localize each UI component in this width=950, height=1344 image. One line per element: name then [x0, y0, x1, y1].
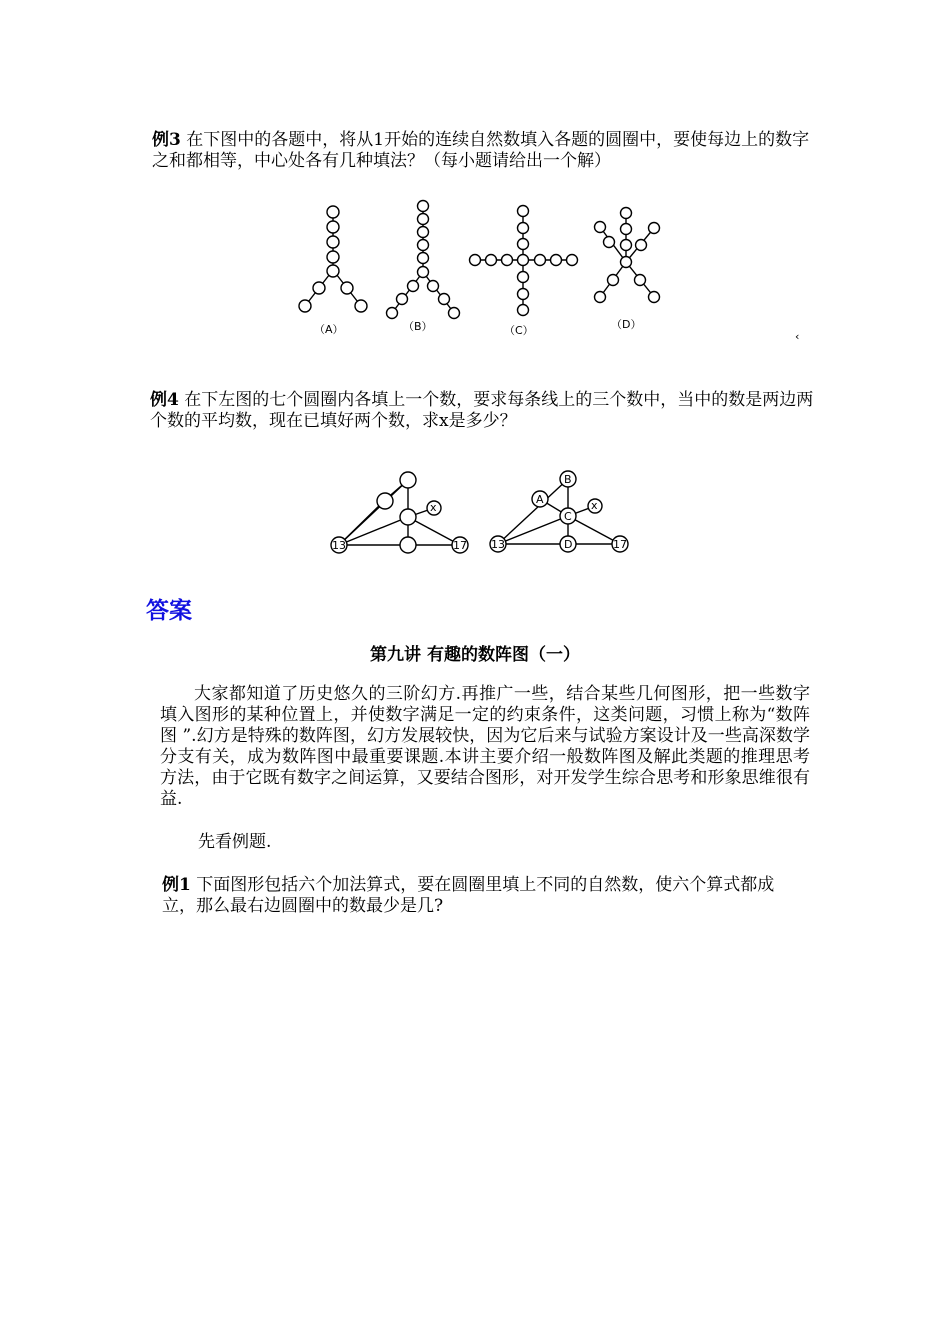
example-4-text: 在下左图的七个圆圈内各填上一个数，要求每条线上的三个数中，当中的数是两边两个数的平均数，现在已填好两个数，求x是多少？: [150, 390, 814, 431]
figure-c: [470, 206, 578, 338]
ex4-right-a: A: [536, 493, 544, 506]
ex4-right-17: 17: [613, 538, 627, 551]
example-1: [162, 875, 802, 917]
stray-mark: ‹: [795, 330, 800, 343]
example-3-label: 例3: [152, 130, 181, 150]
ex4-left-17: 17: [453, 539, 467, 552]
ex4-right-d: D: [564, 538, 573, 551]
figure-b: [387, 201, 460, 334]
ex4-left-13: 13: [332, 539, 346, 552]
ex4-right-figure: [490, 471, 628, 552]
example-3-text: 在下图中的各题中，将从1开始的连续自然数填入各题的圆圈中，要使每边上的数字之和都相等，中心处各有几种填法？（每小题请给出一个解）: [152, 130, 810, 171]
figure-a-label: （A）: [314, 323, 344, 336]
figure-c-label: （C）: [504, 324, 534, 337]
lecture-title: 第九讲 有趣的数阵图（一）: [370, 645, 580, 665]
ex4-right-b: B: [564, 473, 572, 486]
ex4-right-13: 13: [491, 538, 505, 551]
example-4-label: 例4: [150, 390, 179, 410]
figure-d-label: （D）: [611, 318, 642, 331]
ex4-left-figure: [331, 472, 468, 553]
ex4-right-x: x: [591, 499, 598, 512]
figure-d: [595, 208, 660, 332]
example-4: [150, 390, 815, 432]
answer-heading: 答案: [146, 598, 192, 624]
figure-b-label: （B）: [403, 320, 433, 333]
example-1-text: 下面图形包括六个加法算式，要在圆圈里填上不同的自然数，使六个算式都成立，那么最右边圆圈中的数最少是几?: [162, 875, 775, 916]
ex4-left-x: x: [430, 501, 437, 514]
example-1-label: 例1: [162, 875, 191, 895]
see-examples: 先看例题.: [198, 832, 272, 852]
figure-a: [299, 206, 367, 336]
intro-paragraph: 大家都知道了历史悠久的三阶幻方.再推广一些，结合某些几何图形，把一些数字填入图形的某种位置上，并使数字满足一定的约束条件，这类问题，习惯上称为“数阵图 ”.幻方是特殊的数阵图，幻方发展较快，因为它后来与试验方案设计及一些高深数学分支有关，成为数阵图中最重要课题.本讲主要介绍一般数阵图及解此类题的推理思考方法，由于它既有数字之间运算，又要结合图形，对开发学生综合思考和形象思维很有益.: [160, 684, 810, 809]
ex4-right-c: C: [564, 510, 572, 523]
